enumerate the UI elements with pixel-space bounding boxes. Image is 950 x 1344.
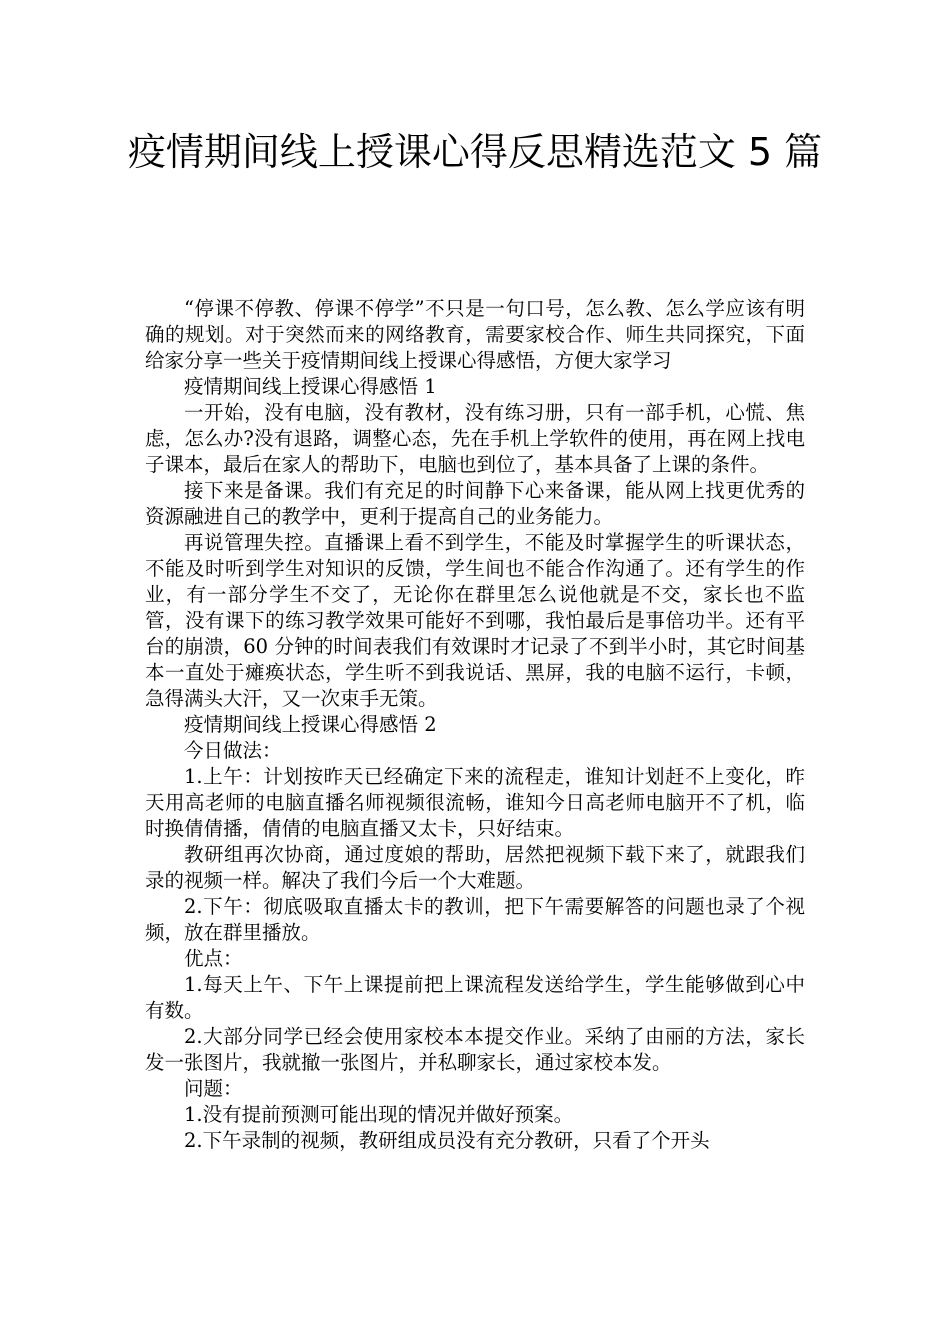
- paragraph: 教研组再次协商，通过度娘的帮助，居然把视频下载下来了，就跟我们录的视频一样。解决了我们今后一个大难题。: [145, 843, 805, 892]
- document-body: [145, 296, 805, 1154]
- paragraph: 2.下午：彻底吸取直播太卡的教训，把下午需要解答的问题也录了个视频，放在群里播放。: [145, 895, 805, 944]
- paragraph: 再说管理失控。直播课上看不到学生，不能及时掌握学生的听课状态，不能及时听到学生对知识的反馈，学生间也不能合作沟通了。还有学生的作业，有一部分学生不交了，无论你在群里怎么说他就是不交，家长也不监管，没有课下的练习教学效果可能好不到哪，我怕最后是事倍功半。还有平台的崩溃，60 分钟的时间表我们有效课时才记录了不到半小时，其它时间基本一直处于瘫痪状态，学生听不到我说话、黑屏，我的电脑不运行，卡顿，急得满头大汗，又一次束手无策。: [145, 531, 805, 710]
- subheading-problems: 问题：: [184, 1077, 243, 1100]
- paragraph: 2.大部分同学已经会使用家校本本提交作业。采纳了由丽的方法，家长发一张图片，我就撤一张图片，并私聊家长，通过家校本发。: [145, 1025, 805, 1074]
- paragraph: 1.上午：计划按昨天已经确定下来的流程走，谁知计划赶不上变化，昨天用高老师的电脑直播名师视频很流畅，谁知今日高老师电脑开不了机，临时换倩倩播，倩倩的电脑直播又太卡，只好结束。: [145, 765, 805, 840]
- paragraph-intro: “停课不停教、停课不停学”不只是一句口号，怎么教、怎么学应该有明确的规划。对于突然而来的网络教育，需要家校合作、师生共同探究，下面给家分享一些关于疫情期间线上授课心得感悟，方便大家学习: [145, 297, 805, 372]
- paragraph: 接下来是备课。我们有充足的时间静下心来备课，能从网上找更优秀的资源融进自己的教学中，更利于提高自己的业务能力。: [145, 479, 805, 528]
- paragraph: 1.没有提前预测可能出现的情况并做好预案。: [184, 1103, 574, 1126]
- subheading-advantages: 优点：: [184, 947, 243, 970]
- paragraph: 2.下午录制的视频，教研组成员没有充分教研，只看了个开头: [184, 1129, 710, 1152]
- paragraph: 一开始，没有电脑，没有教材，没有练习册，只有一部手机，心慌、焦虑，怎么办?没有退路，调整心态，先在手机上学软件的使用，再在网上找电子课本，最后在家人的帮助下，电脑也到位了，基本具备了上课的条件。: [145, 401, 805, 476]
- paragraph: 1.每天上午、下午上课提前把上课流程发送给学生，学生能够做到心中有数。: [145, 973, 805, 1022]
- section-heading-2: 疫情期间线上授课心得感悟 2: [184, 713, 437, 736]
- section-heading-1: 疫情期间线上授课心得感悟 1: [184, 375, 437, 398]
- document-title: 疫情期间线上授课心得反思精选范文 5 篇: [127, 130, 823, 174]
- subheading-today: 今日做法：: [184, 739, 282, 762]
